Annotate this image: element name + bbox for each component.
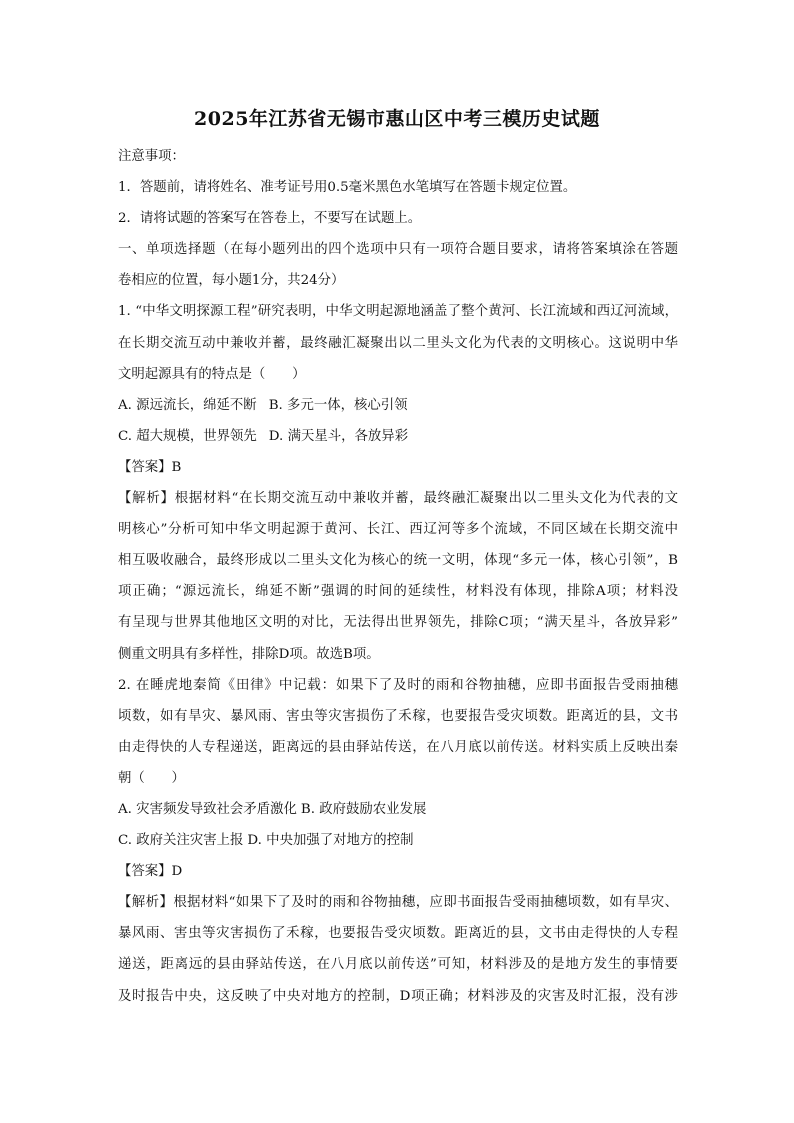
q1-answer: 【答案】B	[118, 459, 182, 475]
section-heading-line-1: 一、单项选择题（在每小题列出的四个选项中只有一项符合题目要求，请将答案填涂在答题	[118, 242, 678, 258]
q2-analysis-line-4: 及时报告中央，这反映了中央对地方的控制，D项正确；材料涉及的灾害及时汇报，没有涉	[118, 988, 678, 1004]
q2-analysis-line-3: 递送，距离远的县由驿站传送，在八月底以前传送”可知，材料涉及的是地方发生的事情要	[118, 957, 678, 973]
q2-analysis-line-1: 【解析】根据材料“如果下了及时的雨和谷物抽穗，应即书面报告受雨抽穗顷数，如有旱灾、	[118, 895, 678, 911]
q2-stem-line-3: 由走得快的人专程递送，距离远的县由驿站传送，在八月底以前传送。材料实质上反映出秦	[118, 739, 678, 755]
q1-option-a: A. 源远流长，绵延不断	[118, 397, 257, 413]
q1-option-b: B. 多元一体，核心引领	[268, 397, 408, 413]
q2-option-a: A. 灾害频发导致社会矛盾激化	[118, 801, 297, 817]
q2-stem-line-4: 朝（ ）	[118, 770, 185, 786]
q2-stem-line-2: 顷数，如有旱灾、暴风雨、害虫等灾害损伤了禾稼，也要报告受灾顷数。距离近的县，文书	[118, 708, 678, 724]
q1-option-d: D. 满天星斗，各放异彩	[268, 428, 409, 444]
notice-item-1: 1．答题前，请将姓名、准考证号用0.5毫米黑色水笔填写在答题卡规定位置。	[118, 180, 577, 196]
page-title: 2025年江苏省无锡市惠山区中考三模历史试题	[194, 108, 600, 130]
q1-options-row-1	[118, 390, 678, 421]
q1-option-c: C. 超大规模，世界领先	[118, 428, 257, 444]
q2-stem-line-1: 2. 在睡虎地秦简《田律》中记载：如果下了及时的雨和谷物抽穗，应即书面报告受雨抽穗	[118, 677, 678, 693]
q1-analysis-line-5: 有呈现与世界其他地区文明的对比，无法得出世界领先，排除C项；“满天星斗，各放异彩”	[118, 615, 678, 631]
notice-item-2: 2．请将试题的答案写在答卷上，不要写在试题上。	[118, 211, 422, 227]
section-heading-line-2: 卷相应的位置，每小题1分，共24分）	[118, 273, 345, 289]
q2-option-c: C. 政府关注灾害上报	[118, 833, 244, 849]
q1-stem-line-2: 在长期交流互动中兼收并蓄，最终融汇凝聚出以二里头文化为代表的文明核心。这说明中华	[118, 335, 678, 351]
document-body	[118, 141, 678, 1012]
q2-options-row-2	[118, 825, 678, 856]
q1-options-row-2	[118, 421, 678, 452]
q1-analysis-line-4: 项正确；“源远流长，绵延不断”强调的时间的延续性，材料没有体现，排除A项；材料没	[118, 584, 678, 600]
q2-answer: 【答案】D	[118, 864, 183, 880]
q1-stem-line-3: 文明起源具有的特点是（ ）	[118, 366, 306, 382]
q2-option-d: D. 中央加强了对地方的控制	[247, 833, 414, 849]
q1-analysis-line-1: 【解析】根据材料“在长期交流互动中兼收并蓄，最终融汇凝聚出以二里头文化为代表的文	[118, 491, 678, 507]
q2-options-row-1	[118, 794, 678, 825]
q1-stem-line-1: 1. “中华文明探源工程”研究表明，中华文明起源地涵盖了整个黄河、长江流域和西辽河流域，	[118, 304, 678, 320]
q1-analysis-line-6: 侧重文明具有多样性，排除D项。故选B项。	[118, 646, 380, 662]
notice-heading: 注意事项：	[118, 149, 185, 164]
q1-analysis-line-3: 相互吸收融合，最终形成以二里头文化为核心的统一文明，体现“多元一体，核心引领”，B	[118, 553, 678, 569]
q1-analysis-line-2: 明核心”分析可知中华文明起源于黄河、长江、西辽河等多个流域，不同区域在长期交流中	[118, 522, 678, 538]
q2-analysis-line-2: 暴风雨、害虫等灾害损伤了禾稼，也要报告受灾顷数。距离近的县，文书由走得快的人专程	[118, 926, 678, 942]
q2-option-b: B. 政府鼓励农业发展	[300, 801, 427, 817]
